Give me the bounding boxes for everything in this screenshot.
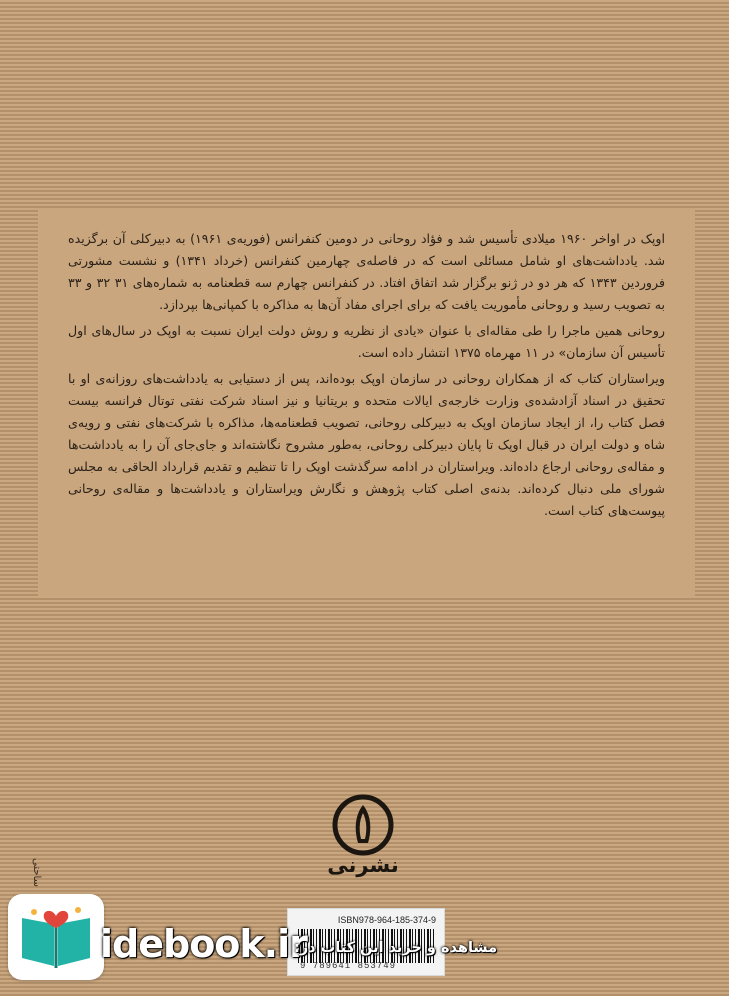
ney-logo-icon — [330, 793, 396, 857]
watermark-banner[interactable] — [0, 912, 729, 996]
barcode-digits: 9 789641 853749 — [300, 961, 397, 971]
open-book-heart-icon — [8, 894, 104, 980]
publisher-logo — [318, 793, 408, 881]
description-paragraph-2: روحانی همین ماجرا را طی مقاله‌ای با عنوان «یادی از نظریه و روش دولت ایران نسبت به اوپک در سال‌های اول تأسیس آن سازمان» در ۱۱ مهرماه ۱۳۷۵ انتشار داده است. — [68, 323, 665, 360]
description-paragraph-3: ویراستاران کتاب که از همکاران روحانی در سازمان اوپک بوده‌اند، پس از دستیابی به یادداشت‌های روزانه‌ی او با تحقیق در اسناد آزادشده‌ی وزارت خارجه‌ی ایالات متحده و بریتانیا و نیز اسناد شرکت نفتی توتال فرانسه بیست فصل کتاب را، از ایجاد سازمان اوپک به دبیرکلی روحانی، تصویب قطعنامه‌ها، مذاکره با شرکت‌های نفتی و رویه‌ی شاه و دولت ایران در قبال اوپک تا پایان دبیرکلی روحانی، به‌طور مشروح نگاشته‌اند و جای‌جای آن را به یادداشت‌ها و مقاله‌ی روحانی ارجاع داده‌اند. ویراستاران در ادامه سرگذشت اوپک را تا تنظیم و تقدیم قرارداد الحاقی به مجلس شورای ملی دنبال کرده‌اند. بدنه‌ی اصلی کتاب پژوهش و نگارش ویراستاران و یادداشت‌ها و مقاله‌ی روحانی پیوست‌های کتاب است. — [68, 371, 665, 518]
description-paragraph-1: اوپک در اواخر ۱۹۶۰ میلادی تأسیس شد و فؤاد روحانی در دومین کنفرانس (فوریه‌ی ۱۹۶۱) به دبیرکلی آن برگزیده شد. یادداشت‌های او شامل مسائلی است که در فاصله‌ی چهارمین کنفرانس (خرداد ۱۳۴۱) و نشست مشورتی فروردین ۱۳۴۳ که هر دو در ژنو برگزار شد اتفاق افتاد. در کنفرانس چهارم سه قطعنامه به شماره‌های ۳۱ ۳۲ و ۳۳ به تصویب رسید و روحانی مأموریت یافت که برای اجرای مفاد آن‌ها به مذاکره با کمپانی‌ها بپردازد. — [68, 231, 665, 312]
watermark-logo-text[interactable]: idebook.ir — [100, 922, 307, 966]
description-panel — [38, 208, 695, 596]
designer-signature: ساحتی — [31, 858, 42, 887]
isbn-text: ISBN978-964-185-374-9 — [337, 915, 436, 925]
watermark-caption: مشاهده و خرید این کتاب در: — [294, 940, 498, 956]
publisher-name: نشرنی — [327, 853, 399, 877]
